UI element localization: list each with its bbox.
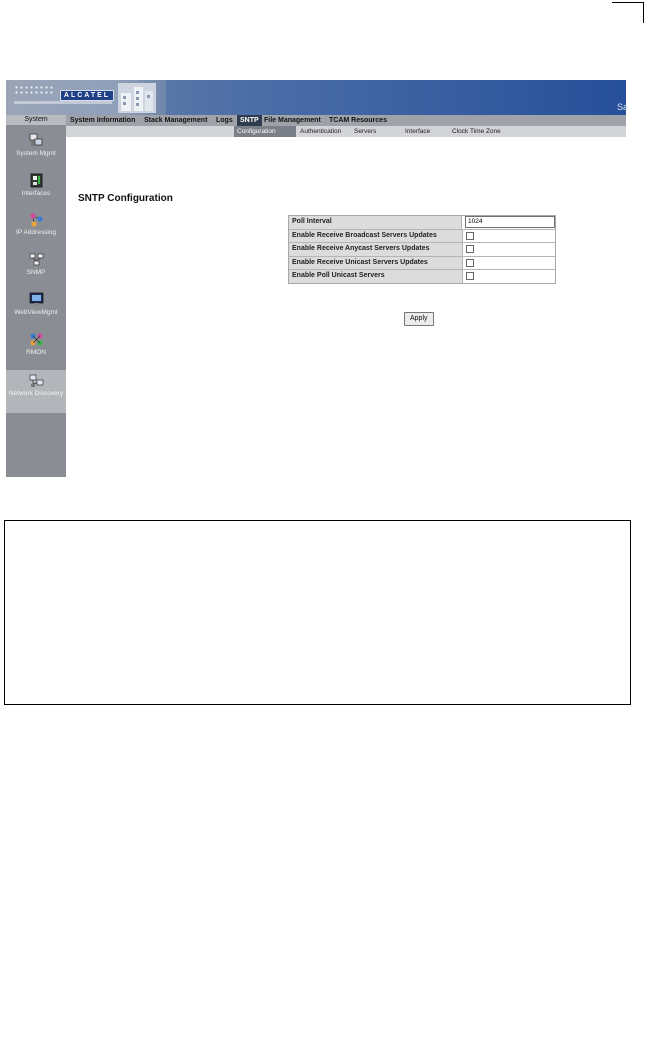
menu-stack-management[interactable]: Stack Management bbox=[144, 117, 208, 124]
main-menu bbox=[66, 115, 626, 126]
sidebar-item-network-discovery[interactable] bbox=[6, 370, 66, 413]
anycast-updates-label: Enable Receive Anycast Servers Updates bbox=[289, 243, 463, 256]
banner-text: Sa bbox=[616, 102, 628, 112]
broadcast-updates-checkbox[interactable] bbox=[466, 232, 474, 240]
rmon-icon bbox=[29, 332, 44, 347]
interfaces-icon bbox=[29, 173, 44, 188]
main-content bbox=[66, 137, 626, 477]
sidebar-item-label: System Mgmt bbox=[16, 150, 56, 157]
sidebar-item-label: IP Addressing bbox=[16, 229, 56, 236]
anycast-updates-checkbox[interactable] bbox=[466, 245, 474, 253]
ip-addressing-icon bbox=[29, 212, 44, 227]
menu-system-information[interactable]: System Information bbox=[70, 117, 136, 124]
tab-configuration[interactable]: Configuration bbox=[234, 126, 296, 137]
sidebar-item-ip-addressing[interactable] bbox=[6, 212, 66, 237]
sub-menu bbox=[66, 126, 626, 137]
menu-tcam-resources[interactable]: TCAM Resources bbox=[329, 117, 387, 124]
sidebar-item-snmp[interactable] bbox=[6, 252, 66, 277]
sidebar-item-label: Interfaces bbox=[21, 190, 51, 197]
company-logo: ALCATEL bbox=[60, 90, 114, 101]
snmp-icon bbox=[29, 252, 44, 267]
building-graphic bbox=[118, 83, 156, 113]
menu-file-management[interactable]: File Management bbox=[264, 117, 321, 124]
tab-interface[interactable]: Interface bbox=[405, 128, 431, 135]
header-banner bbox=[6, 80, 626, 115]
sidebar bbox=[6, 115, 66, 477]
page-title: SNTP Configuration bbox=[78, 193, 173, 204]
menu-logs[interactable]: Logs bbox=[216, 117, 233, 124]
sidebar-item-label: RMON bbox=[26, 349, 46, 356]
poll-interval-label: Poll Interval bbox=[289, 216, 462, 229]
table-row bbox=[289, 230, 555, 244]
sidebar-item-label: SNMP bbox=[26, 269, 46, 276]
sidebar-header[interactable]: System bbox=[6, 115, 66, 125]
table-row bbox=[289, 257, 555, 271]
apply-button[interactable]: Apply bbox=[404, 312, 434, 326]
unicast-updates-label: Enable Receive Unicast Servers Updates bbox=[289, 257, 463, 270]
network-discovery-icon bbox=[29, 373, 44, 388]
poll-unicast-label: Enable Poll Unicast Servers bbox=[289, 270, 463, 283]
page-corner-mark bbox=[612, 2, 644, 23]
unicast-updates-checkbox[interactable] bbox=[466, 259, 474, 267]
system-mgmt-icon bbox=[29, 133, 44, 148]
menu-sntp[interactable]: SNTP bbox=[237, 115, 262, 126]
webview-mgmt-icon bbox=[29, 292, 44, 307]
sidebar-item-label: Network Discovery bbox=[8, 390, 64, 397]
tab-clock-time-zone[interactable]: Clock Time Zone bbox=[452, 128, 501, 135]
logo-dots bbox=[14, 85, 54, 94]
table-row bbox=[289, 243, 555, 257]
logo-area bbox=[6, 80, 166, 115]
tab-authentication[interactable]: Authentication bbox=[300, 128, 342, 135]
poll-interval-input[interactable] bbox=[465, 216, 555, 228]
sidebar-item-interfaces[interactable] bbox=[6, 173, 66, 198]
table-row bbox=[289, 270, 555, 283]
sidebar-item-webview-mgmt[interactable] bbox=[6, 292, 66, 317]
command-output-box bbox=[4, 520, 631, 705]
tab-servers[interactable]: Servers bbox=[354, 128, 377, 135]
logo-tagline bbox=[14, 101, 112, 104]
broadcast-updates-label: Enable Receive Broadcast Servers Updates bbox=[289, 230, 463, 243]
web-ui-screenshot bbox=[6, 80, 626, 477]
table-row bbox=[289, 216, 555, 230]
poll-unicast-checkbox[interactable] bbox=[466, 272, 474, 280]
sntp-config-table bbox=[288, 215, 556, 284]
sidebar-item-rmon[interactable] bbox=[6, 332, 66, 357]
sidebar-item-system-mgmt[interactable] bbox=[6, 133, 66, 158]
sidebar-item-label: WebViewMgmt bbox=[14, 309, 58, 316]
